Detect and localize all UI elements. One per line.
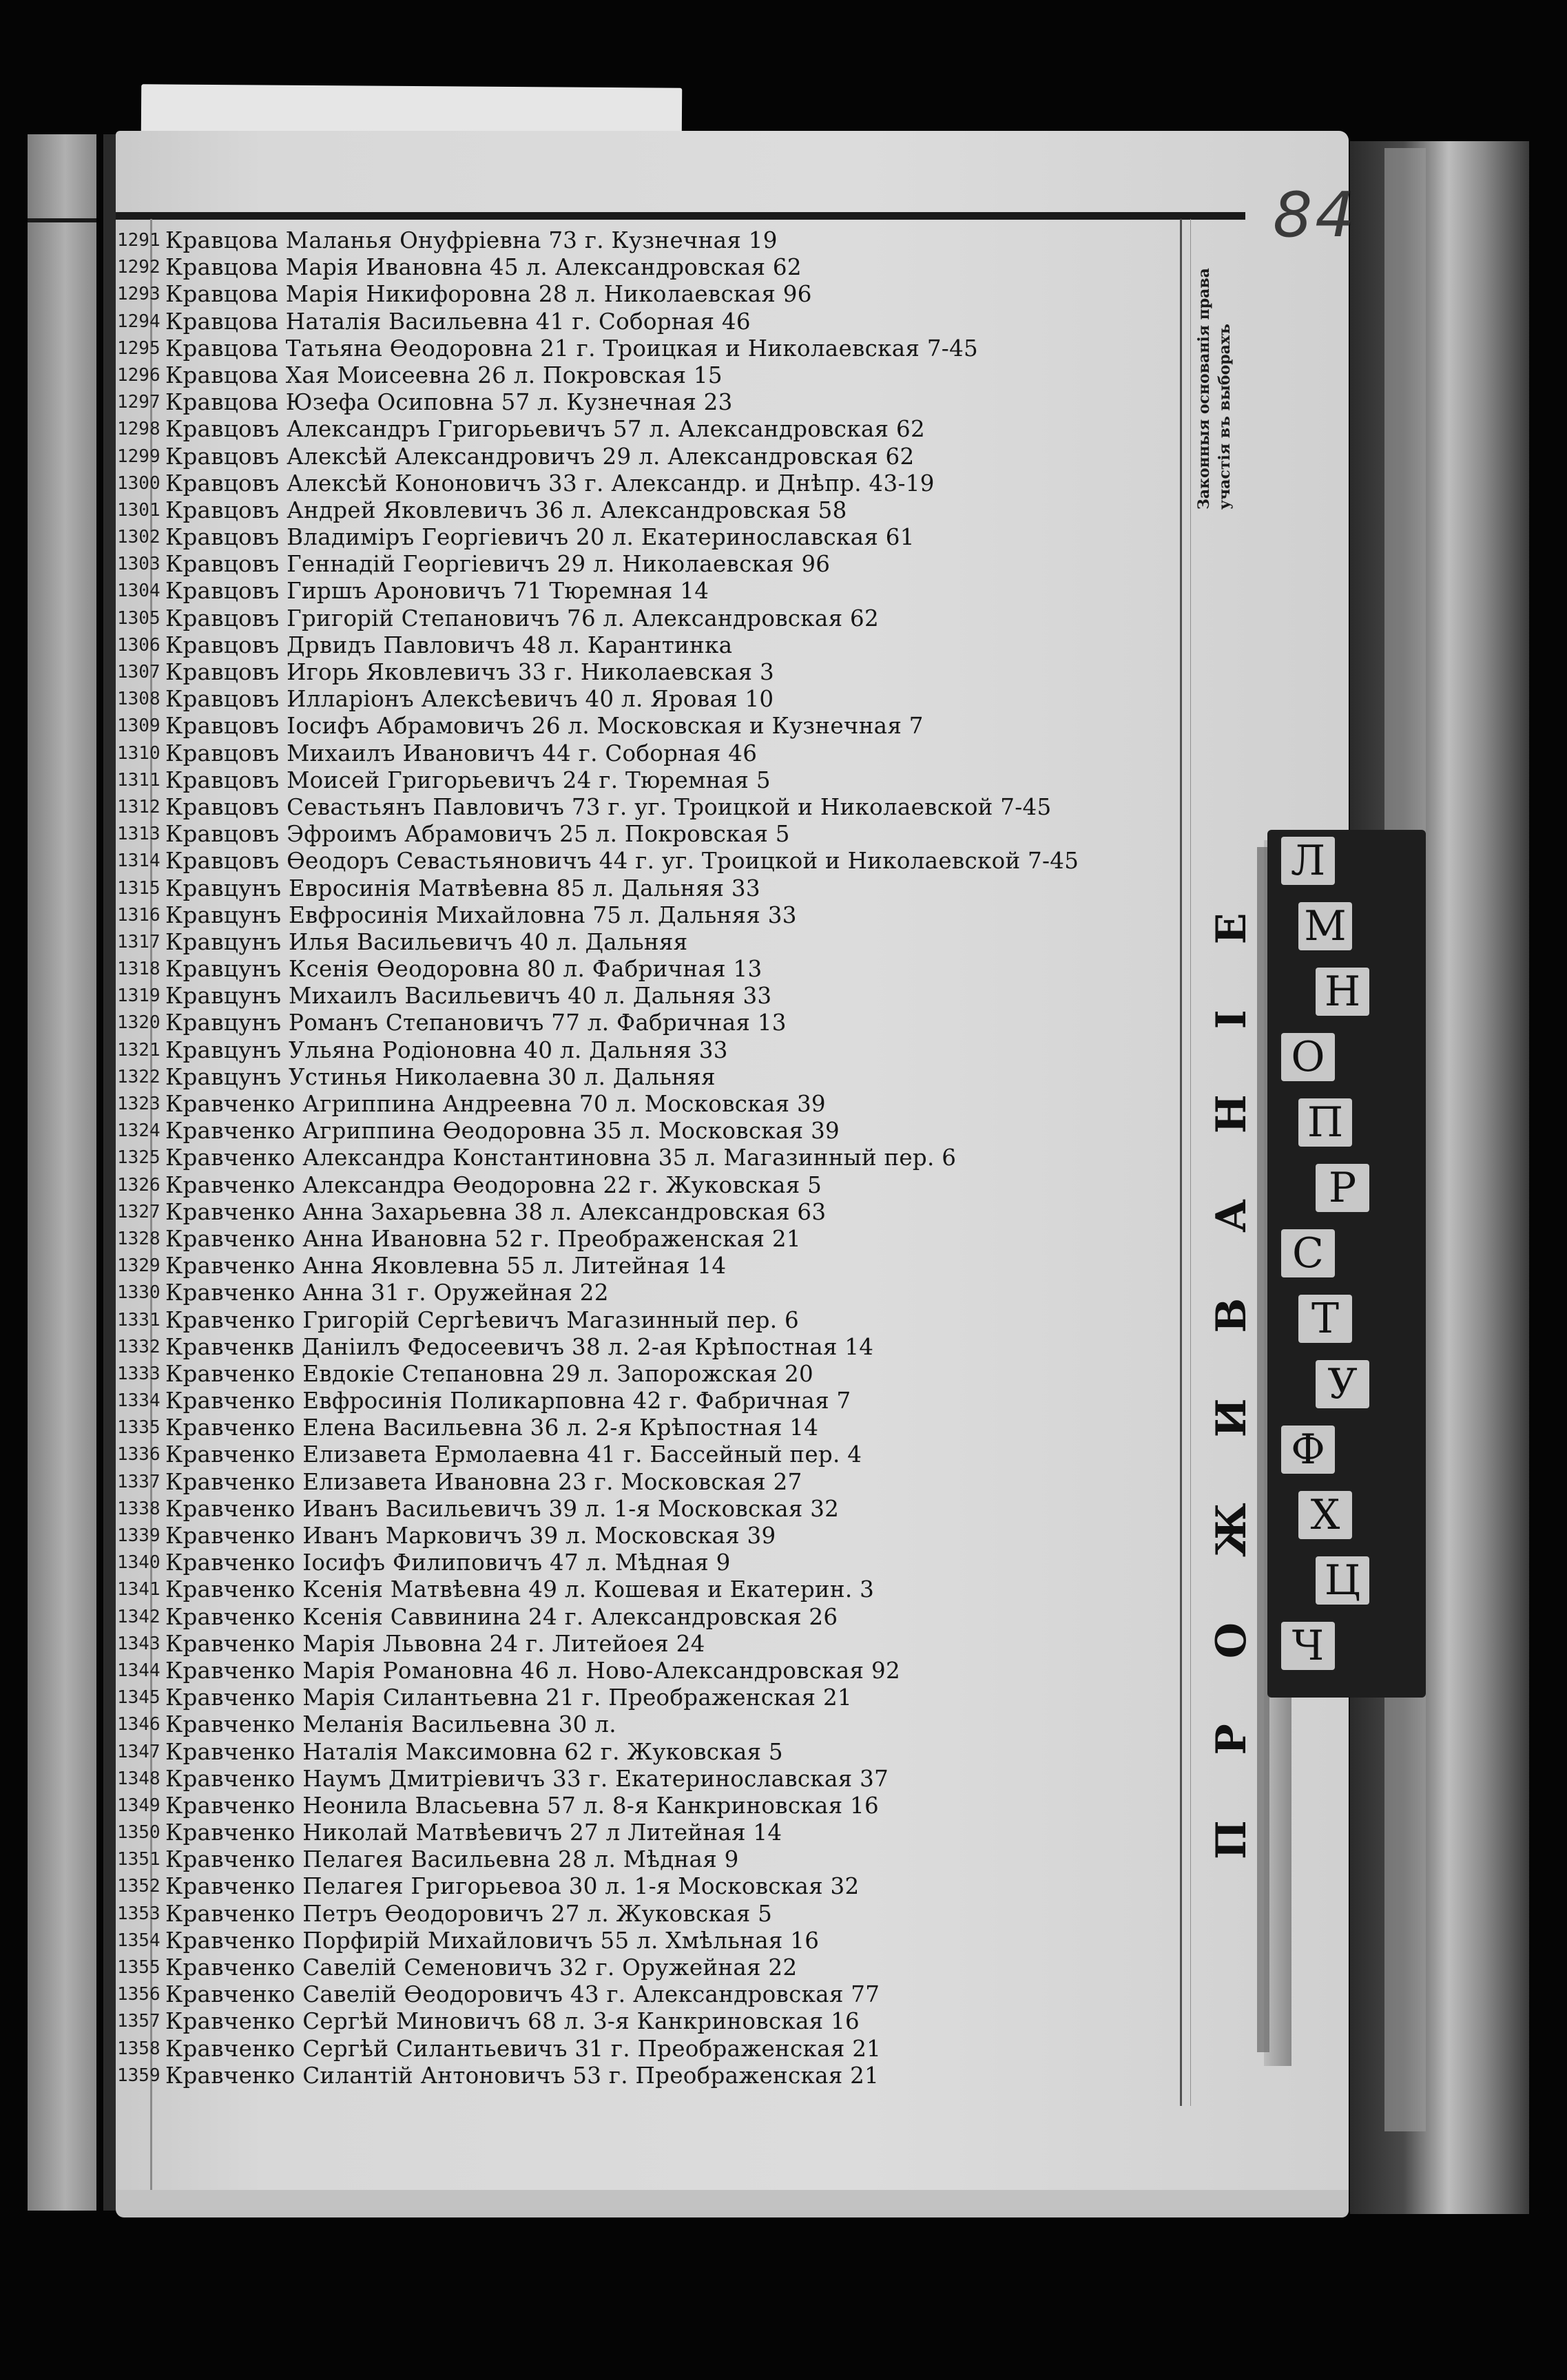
entry-text: Кравцова Марія Ивановна 45 л. Александровская 62 [165,254,802,281]
list-item [116,1604,1183,1631]
previous-page-header-rule [28,218,96,222]
index-tab: Ч [1281,1622,1335,1670]
entry-number: 1297 [117,392,160,413]
list-item [116,1658,1183,1684]
entry-number: 1301 [117,499,160,521]
entry-text: Кравцовъ Іосифъ Абрамовичъ 26 л. Московская и Кузнечная 7 [165,713,924,740]
entry-number: 1337 [117,1471,160,1492]
entry-number: 1347 [117,1741,160,1762]
entry-number: 1354 [117,1930,160,1951]
list-item [116,1819,1183,1846]
index-tab: Л [1281,837,1335,885]
index-tab: С [1281,1229,1335,1277]
list-item [116,1280,1183,1306]
entry-number: 1348 [117,1768,160,1789]
entry-number: 1316 [117,904,160,926]
entry-text: Кравченко Сергѣй Силантьевичъ 31 г. Преображенская 21 [165,2035,882,2062]
entry-number: 1345 [117,1687,160,1709]
list-item [116,983,1183,1010]
list-item [116,1739,1183,1766]
list-item [116,767,1183,794]
entry-text: Кравцунъ Ульяна Родіоновна 40 л. Дальняя 33 [165,1036,728,1063]
entry-text: Кравченко Савелій Өеодоровичъ 43 г. Александровская 77 [165,1981,880,2008]
entry-text: Кравченко Неонила Власьевна 57 л. 8-я Канкриновская 16 [165,1792,879,1819]
entry-text: Кравцовъ Илларіонъ Алексѣевичъ 40 л. Яровая 10 [165,686,774,713]
entry-number: 1338 [117,1498,160,1519]
entry-number: 1305 [117,607,160,629]
entry-text: Кравченко Агриппина Андреевна 70 л. Московская 39 [165,1091,826,1117]
entry-number: 1304 [117,581,160,602]
entry-text: Кравцова Марія Никифоровна 28 л. Николаевская 96 [165,281,812,308]
entry-text: Кравченкв Даніилъ Федосеевичъ 38 л. 2-ая Крѣпостная 14 [165,1333,874,1360]
list-item [116,1711,1183,1738]
list-item [116,605,1183,632]
list-item [116,686,1183,713]
entry-number: 1303 [117,554,160,575]
entry-text: Кравченко Григорій Сергѣевичъ Магазинный пер. 6 [165,1306,799,1333]
entry-number: 1291 [117,230,160,251]
list-item [116,443,1183,470]
entry-text: Кравцовъ Геннадій Георгіевичъ 29 л. Николаевская 96 [165,551,831,578]
entry-number: 1336 [117,1444,160,1465]
list-item [116,1576,1183,1603]
entry-text: Кравченко Петръ Өеодоровичъ 27 л. Жуковская 5 [165,1900,773,1927]
entry-text: Кравцова Татьяна Өеодоровна 21 г. Троицкая и Николаевская 7-45 [165,335,979,362]
list-item [116,1253,1183,1280]
entry-number: 1343 [117,1633,160,1654]
entry-number: 1328 [117,1228,160,1249]
entry-number: 1333 [117,1363,160,1384]
right-column-rule-thin [1190,219,1191,2106]
entry-text: Кравцунъ Устинья Николаевна 30 л. Дальняя [165,1063,716,1090]
index-tab: П [1298,1098,1352,1147]
entry-number: 1358 [117,2038,160,2059]
page-bottom-edge [116,2190,1349,2217]
entry-number: 1310 [117,742,160,764]
alphabet-index-tabs [1267,830,1426,1698]
list-item [116,309,1183,335]
entry-number: 1317 [117,931,160,952]
index-tab: Ц [1316,1556,1369,1605]
entry-text: Кравцова Маланья Онуфріевна 73 г. Кузнечная 19 [165,227,778,253]
entry-text: Кравченко Марія Силантьевна 21 г. Преображенская 21 [165,1684,852,1711]
entry-number: 1346 [117,1714,160,1735]
entry-number: 1357 [117,2011,160,2032]
list-item [116,1793,1183,1819]
list-item [116,1172,1183,1199]
entry-number: 1359 [117,2065,160,2086]
list-item [116,1873,1183,1900]
entry-text: Кравцовъ Григорій Степановичъ 76 л. Александровская 62 [165,605,879,631]
entry-text: Кравцовъ Гиршъ Ароновичъ 71 Тюремная 14 [165,578,709,605]
list-item [116,1496,1183,1523]
entry-text: Кравченко Елена Васильевна 36 л. 2-я Крѣпостная 14 [165,1415,819,1441]
index-tab: Х [1298,1491,1352,1539]
list-item [116,1928,1183,1954]
entry-text: Кравцовъ Дрвидъ Павловичъ 48 л. Карантинка [165,631,733,658]
entry-text: Кравченко Анна Захарьевна 38 л. Александровская 63 [165,1198,827,1225]
entry-number: 1341 [117,1579,160,1600]
entry-number: 1313 [117,824,160,845]
entry-text: Кравченко Александра Өеодоровна 22 г. Жуковская 5 [165,1171,822,1198]
entry-number: 1330 [117,1282,160,1304]
entry-text: Кравцова Наталія Васильевна 41 г. Соборная 46 [165,308,751,335]
list-item [116,1981,1183,2008]
entry-text: Кравцунъ Ксенія Өеодоровна 80 л. Фабричная 13 [165,956,762,983]
entry-number: 1293 [117,284,160,305]
entry-number: 1295 [117,337,160,359]
list-item [116,848,1183,875]
list-item [116,389,1183,416]
entry-text: Кравцовъ Алексѣй Александровичъ 29 л. Александровская 62 [165,443,915,470]
entry-number: 1306 [117,634,160,656]
list-item [116,1145,1183,1171]
entry-number: 1307 [117,662,160,682]
entry-number: 1326 [117,1174,160,1196]
entry-number: 1319 [117,985,160,1007]
entry-text: Кравцовъ Михаилъ Ивановичъ 44 г. Соборная 46 [165,740,758,766]
entry-text: Кравченко Пелагея Григорьевоа 30 л. 1-я Московская 32 [165,1873,860,1900]
index-tab: Т [1298,1295,1352,1343]
entry-text: Кравченко Марія Львовна 24 г. Литейоея 24 [165,1630,705,1657]
list-item [116,821,1183,848]
entry-text: Кравченко Савелій Семеновичъ 32 г. Оружейная 22 [165,1954,798,1981]
entry-number: 1342 [117,1606,160,1627]
list-item [116,362,1183,389]
entry-text: Кравцунъ Михаилъ Васильевичъ 40 л. Дальняя 33 [165,983,772,1010]
ledger-page [116,131,1358,2211]
entry-number: 1308 [117,689,160,710]
list-item [116,1631,1183,1658]
list-item [116,1469,1183,1496]
entry-text: Кравцовъ Игорь Яковлевичъ 33 г. Николаевская 3 [165,659,774,685]
list-item [116,2036,1183,2063]
entry-number: 1334 [117,1390,160,1412]
list-item [116,659,1183,686]
entry-text: Кравченко Ксенія Матвѣевна 49 л. Кошевая и Екатерин. 3 [165,1576,875,1603]
list-item [116,1441,1183,1468]
list-item [116,281,1183,308]
entry-text: Кравченко Елизавета Ивановна 23 г. Московская 27 [165,1468,802,1495]
list-item [116,632,1183,659]
entry-number: 1356 [117,1984,160,2005]
entry-text: Кравцовъ Александръ Григорьевичъ 57 л. Александровская 62 [165,416,925,443]
entry-text: Кравцовъ Севастьянъ Павловичъ 73 г. уг. Троицкой и Николаевской 7-45 [165,793,1052,820]
entry-number: 1332 [117,1336,160,1357]
column-header-voting-rights: Законныя основанія права участія въ выборахъ [1195,268,1234,510]
list-item [116,1549,1183,1576]
list-item [116,524,1183,551]
list-item [116,470,1183,497]
previous-page-edge [28,134,96,2211]
entry-text: Кравцовъ Эфроимъ Абрамовичъ 25 л. Покровская 5 [165,821,790,848]
entry-number: 1353 [117,1903,160,1924]
list-item [116,740,1183,767]
list-item [116,2008,1183,2035]
column-title-residence: ПРОЖИВАНІЕ [1207,847,1256,1859]
entry-number: 1320 [117,1012,160,1034]
list-item [116,1199,1183,1226]
entry-number: 1322 [117,1066,160,1087]
entry-number: 1327 [117,1201,160,1222]
entry-number: 1323 [117,1094,160,1114]
list-item [116,713,1183,740]
entry-number: 1321 [117,1039,160,1061]
list-item [116,794,1183,821]
entry-text: Кравченко Сергѣй Миновичъ 68 л. 3-я Канкриновская 16 [165,2008,860,2035]
list-item [116,1415,1183,1441]
header-rule [116,212,1245,220]
entry-text: Кравченко Евдокіе Степановна 29 л. Запорожская 20 [165,1360,813,1387]
list-item [116,2063,1183,2089]
list-item [116,1684,1183,1711]
entry-number: 1309 [117,716,160,737]
entry-text: Кравцовъ Моисей Григорьевичъ 24 г. Тюремная 5 [165,766,771,793]
book-spine [103,134,117,2211]
list-item [116,1388,1183,1415]
entry-text: Кравцова Юзефа Осиповна 57 л. Кузнечная 23 [165,389,733,416]
page-number: 84 [1273,179,1358,251]
entry-text: Кравцунъ Евфросинія Михайловна 75 л. Дальняя 33 [165,901,797,928]
entries-list [116,227,1183,2089]
entry-text: Кравцунъ Евросинія Матвѣевна 85 л. Дальняя 33 [165,875,760,901]
entry-number: 1292 [117,257,160,278]
list-item [116,1091,1183,1118]
entry-number: 1352 [117,1876,160,1897]
entry-text: Кравцовъ Владиміръ Георгіевичъ 20 л. Екатеринославская 61 [165,524,915,551]
entry-text: Кравченко Іосифъ Филиповичъ 47 л. Мѣдная 9 [165,1549,731,1576]
entry-number: 1351 [117,1849,160,1870]
entry-number: 1335 [117,1417,160,1439]
entry-number: 1312 [117,796,160,817]
entry-text: Кравченко Меланія Васильевна 30 л. [165,1711,616,1738]
entry-text: Кравцова Хая Моисеевна 26 л. Покровская 15 [165,362,723,388]
entry-text: Кравченко Агриппина Өеодоровна 35 л. Московская 39 [165,1118,840,1145]
list-item [116,1307,1183,1334]
list-item [116,1523,1183,1549]
entry-text: Кравцунъ Илья Васильевичъ 40 л. Дальняя [165,928,688,955]
index-tab: Р [1316,1164,1369,1212]
entry-number: 1298 [117,419,160,440]
entry-text: Кравченко Пелагея Васильевна 28 л. Мѣдная 9 [165,1846,739,1873]
entry-text: Кравченко Анна Яковлевна 55 л. Литейная 14 [165,1253,727,1280]
list-item [116,956,1183,983]
entry-text: Кравченко Иванъ Васильевичъ 39 л. 1-я Московская 32 [165,1495,840,1522]
entry-number: 1325 [117,1147,160,1169]
entry-number: 1331 [117,1309,160,1330]
list-item [116,335,1183,362]
entry-number: 1350 [117,1822,160,1844]
list-item [116,1846,1183,1873]
entry-number: 1314 [117,850,160,872]
entry-text: Кравченко Евфросинія Поликарповна 42 г. Фабричная 7 [165,1388,851,1415]
list-item [116,1901,1183,1928]
entry-text: Кравченко Силантій Антоновичъ 53 г. Преображенская 21 [165,2062,880,2089]
entry-text: Кравченко Анна Ивановна 52 г. Преображенская 21 [165,1225,801,1252]
index-tab: О [1281,1033,1335,1081]
entry-text: Кравцовъ Андрей Яковлевичъ 36 л. Александровская 58 [165,497,847,523]
list-item [116,1954,1183,1981]
list-item [116,1766,1183,1793]
entry-number: 1355 [117,1957,160,1978]
entry-text: Кравченко Наумъ Дмитріевичъ 33 г. Екатеринославская 37 [165,1765,889,1792]
list-item [116,497,1183,524]
entry-number: 1329 [117,1255,160,1277]
list-item [116,551,1183,578]
entry-text: Кравцовъ Өеодоръ Севастьяновичъ 44 г. уг. Троицкой и Николаевской 7-45 [165,848,1079,875]
entry-text: Кравченко Анна 31 г. Оружейная 22 [165,1280,609,1306]
list-item [116,1010,1183,1036]
list-item [116,1361,1183,1388]
index-tab: У [1316,1360,1369,1408]
list-item [116,1118,1183,1145]
list-item [116,1334,1183,1361]
entry-number: 1299 [117,446,160,467]
entry-number: 1344 [117,1660,160,1681]
entry-text: Кравченко Порфирій Михайловичъ 55 л. Хмѣльная 16 [165,1927,820,1954]
entry-number: 1296 [117,364,160,386]
list-item [116,1226,1183,1253]
entry-number: 1302 [117,527,160,548]
list-item [116,902,1183,929]
entry-text: Кравченко Николай Матвѣевичъ 27 л Литейная 14 [165,1819,782,1846]
list-item [116,1064,1183,1091]
entry-number: 1318 [117,959,160,980]
list-item [116,578,1183,605]
entry-number: 1324 [117,1120,160,1142]
entry-text: Кравченко Иванъ Марковичъ 39 л. Московская 39 [165,1523,776,1549]
entry-number: 1349 [117,1795,160,1816]
entry-number: 1340 [117,1552,160,1574]
entry-number: 1339 [117,1525,160,1546]
entry-text: Кравцунъ Романъ Степановичъ 77 л. Фабричная 13 [165,1010,787,1036]
list-item [116,929,1183,956]
index-tab: М [1298,902,1352,950]
list-item [116,227,1183,254]
entry-number: 1294 [117,311,160,332]
entry-text: Кравцовъ Алексѣй Кононовичъ 33 г. Александр. и Днѣпр. 43-19 [165,470,935,497]
entry-text: Кравченко Ксенія Саввинина 24 г. Александровская 26 [165,1603,838,1630]
list-item [116,1037,1183,1064]
index-tab: Н [1316,968,1369,1016]
entry-number: 1300 [117,472,160,494]
list-item [116,254,1183,281]
index-tab: Ф [1281,1426,1335,1474]
list-item [116,416,1183,443]
entry-text: Кравченко Елизавета Ермолаевна 41 г. Бассейный пер. 4 [165,1441,862,1468]
entry-number: 1311 [117,769,160,791]
entry-number: 1315 [117,877,160,899]
entry-text: Кравченко Марія Романовна 46 л. Ново-Александровская 92 [165,1657,900,1684]
paper-flap [141,84,682,137]
entry-text: Кравченко Александра Константиновна 35 л. Магазинный пер. 6 [165,1145,957,1171]
list-item [116,875,1183,902]
entry-text: Кравченко Наталія Максимовна 62 г. Жуковская 5 [165,1738,783,1765]
